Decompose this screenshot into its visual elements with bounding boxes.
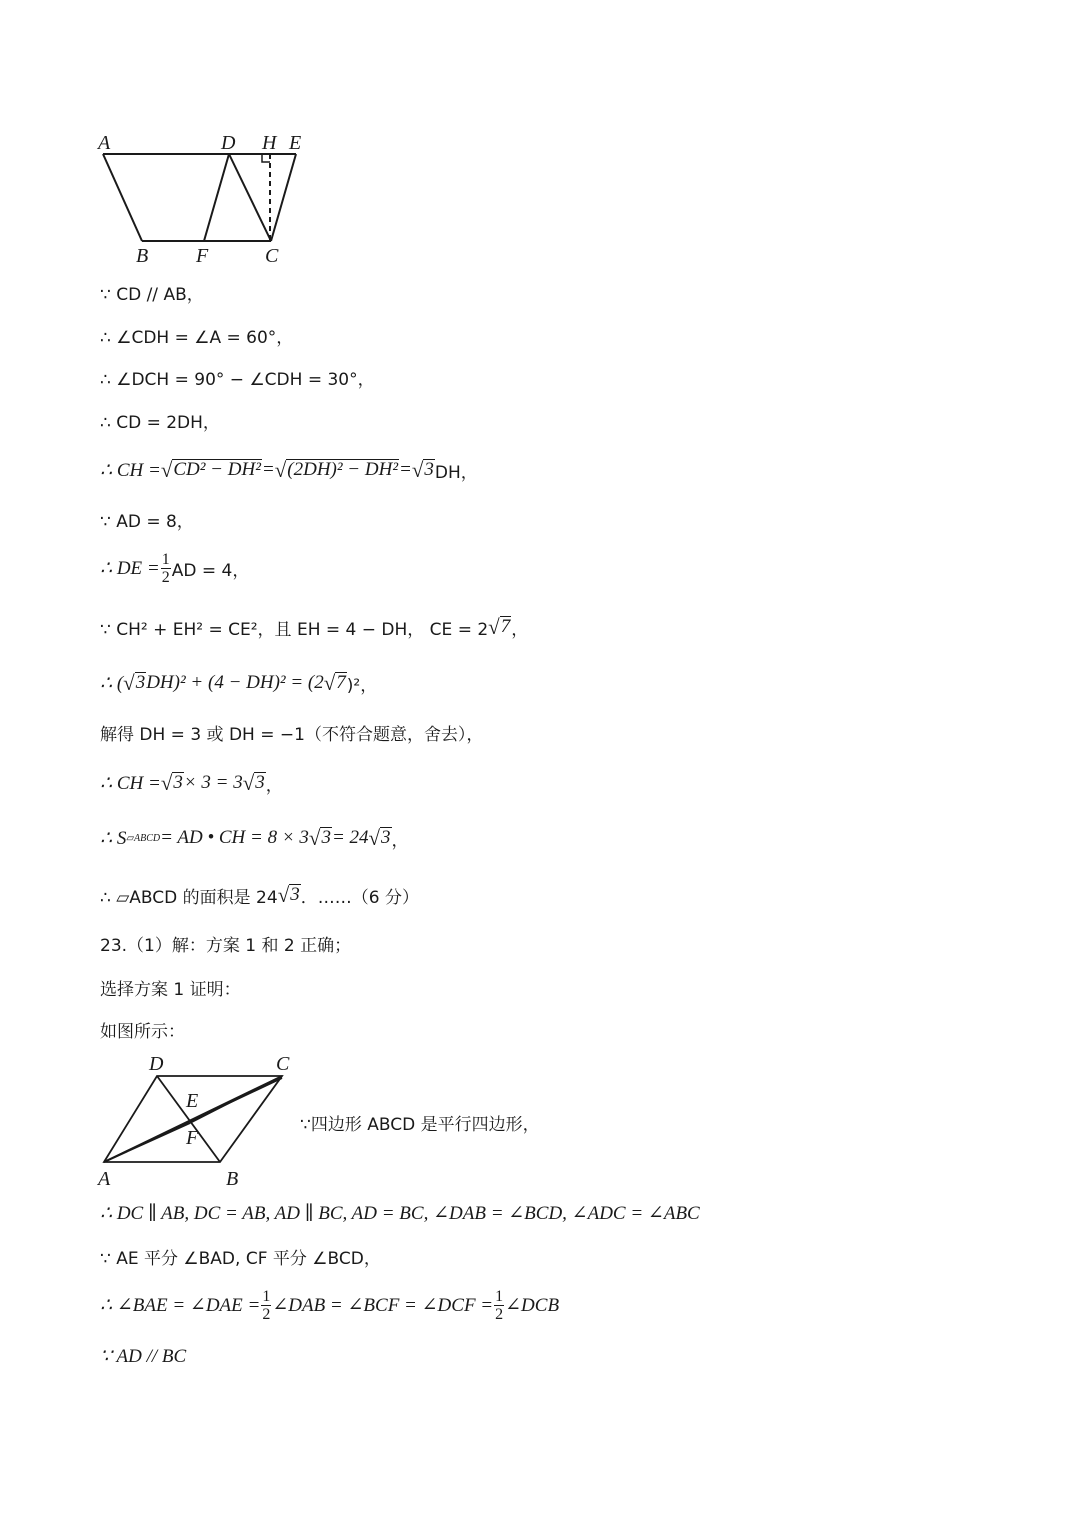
- radical-sign-icon: √: [160, 457, 173, 482]
- square-root: [161, 459, 262, 481]
- math-text: = 24: [331, 827, 369, 848]
- math-text: =: [261, 459, 275, 480]
- numerator: 1: [495, 1287, 504, 1305]
- numerator: 1: [262, 1287, 271, 1305]
- square-root: [369, 827, 392, 849]
- figure-side-text: ∵四边形 ABCD 是平行四边形，: [300, 1114, 540, 1135]
- math-text: =: [399, 459, 412, 480]
- math-text: DH，: [434, 462, 478, 483]
- label-B: B: [226, 1168, 239, 1190]
- label-D: D: [221, 132, 236, 154]
- square-root: [275, 459, 399, 481]
- solution-line: [100, 1193, 700, 1233]
- solution-line: [100, 548, 249, 588]
- radical-sign-icon: √: [160, 770, 173, 795]
- label-E: E: [289, 132, 302, 154]
- solution-line: [100, 663, 377, 703]
- radicand: 3: [135, 672, 146, 694]
- label-D: D: [149, 1053, 164, 1075]
- square-root: [123, 672, 146, 694]
- parallelogram-figure: [0, 1040, 320, 1190]
- math-text: ∴ ∠CDH = ∠A = 60°，: [100, 327, 294, 348]
- radicand: 3: [173, 772, 183, 794]
- math-text: ∴ CH =: [100, 459, 161, 481]
- math-text: ∠DCB: [505, 1294, 560, 1316]
- radical-sign-icon: √: [242, 770, 255, 795]
- radical-sign-icon: √: [308, 825, 321, 850]
- solution-line: [100, 450, 478, 490]
- solution-line: [100, 499, 194, 539]
- solution-line: [100, 967, 241, 1007]
- radical-sign-icon: √: [274, 457, 287, 482]
- math-text: ∴ (: [100, 672, 124, 694]
- math-text: ∵ CH² + EH² = CE²，且 EH = 4 − DH， CE = 2: [100, 619, 489, 640]
- solution-line: [100, 357, 375, 397]
- denominator: 2: [262, 1305, 271, 1323]
- math-text: ∵ AE 平分 ∠BAD, CF 平分 ∠BCD，: [100, 1248, 381, 1269]
- radical-sign-icon: √: [411, 457, 424, 482]
- math-text: 选择方案 1 证明：: [100, 979, 241, 1000]
- math-text: ∴ ▱ABCD 的面积是 24: [100, 887, 278, 908]
- radicand: 7: [500, 616, 511, 638]
- square-root: [278, 884, 301, 906]
- radicand: 3: [321, 827, 331, 849]
- math-text: 如图所示：: [100, 1021, 185, 1042]
- solution-line: [100, 875, 419, 915]
- solution-line: [100, 607, 528, 647]
- solution-line: [100, 1236, 381, 1276]
- math-text: ，: [511, 619, 529, 640]
- math-text: ∵ AD = 8，: [100, 511, 194, 532]
- fraction: [161, 551, 171, 586]
- math-text: ∴ CD = 2DH，: [100, 412, 220, 433]
- label-H: H: [262, 132, 277, 154]
- solution-line: [100, 1285, 559, 1325]
- square-root: [324, 672, 347, 694]
- trapezoid-figure: [0, 0, 400, 280]
- solution-line: [100, 818, 409, 858]
- solution-line: [100, 315, 293, 355]
- math-text: ∴ S: [100, 827, 127, 849]
- math-text: ∴ ∠BAE = ∠DAE =: [100, 1294, 261, 1316]
- square-root: [309, 827, 332, 849]
- fraction: [494, 1288, 504, 1323]
- solution-line: [100, 400, 220, 440]
- math-text: ，: [391, 830, 409, 851]
- denominator: 2: [161, 568, 170, 586]
- radicand: 3: [290, 884, 300, 906]
- solution-line: [100, 763, 283, 803]
- math-text: 23.（1）解：方案 1 和 2 正确；: [100, 935, 352, 956]
- radical-sign-icon: √: [368, 825, 381, 850]
- radical-sign-icon: √: [488, 614, 500, 639]
- solution-line: [100, 923, 351, 963]
- math-text: ，: [265, 775, 283, 796]
- square-root: [488, 616, 511, 638]
- math-text: ∴ DE =: [100, 557, 160, 579]
- label-A: A: [98, 132, 111, 154]
- label-C: C: [276, 1053, 290, 1075]
- radicand: 3: [255, 772, 265, 794]
- subscript: ▱ABCD: [126, 832, 161, 844]
- solution-line: [100, 1336, 186, 1376]
- radical-sign-icon: √: [277, 882, 290, 907]
- label-C: C: [265, 245, 279, 267]
- math-text: )²，: [346, 675, 378, 696]
- square-root: [412, 459, 435, 481]
- radical-sign-icon: √: [323, 670, 336, 695]
- math-text: 解得 DH = 3 或 DH = −1（不符合题意，舍去），: [100, 724, 484, 745]
- radicand: 3: [424, 459, 434, 481]
- label-F: F: [196, 245, 209, 267]
- math-text: ∴ ∠DCH = 90° − ∠CDH = 30°，: [100, 369, 375, 390]
- math-text: ．……（6 分）: [300, 887, 419, 908]
- square-root: [161, 772, 184, 794]
- fraction: [261, 1288, 271, 1323]
- label-F: F: [186, 1127, 199, 1149]
- label-E: E: [186, 1090, 199, 1112]
- solution-line: [100, 272, 204, 312]
- math-text: ∵ AD // BC: [100, 1345, 187, 1367]
- numerator: 1: [161, 550, 170, 568]
- radicand: 3: [381, 827, 391, 849]
- label-B: B: [136, 245, 149, 267]
- math-text: ∠DAB = ∠BCF = ∠DCF =: [272, 1294, 494, 1316]
- radical-sign-icon: √: [123, 670, 135, 695]
- square-root: [243, 772, 266, 794]
- math-text: DH)² + (4 − DH)² = (2: [146, 672, 324, 693]
- math-text: × 3 = 3: [183, 772, 243, 793]
- math-text: AD = 4，: [171, 560, 250, 581]
- radicand: 7: [336, 672, 346, 694]
- math-text: ∴ DC ∥ AB, DC = AB, AD ∥ BC, AD = BC, ∠DAB = ∠BCD, ∠ADC = ∠ABC: [100, 1202, 700, 1224]
- math-text: = AD • CH = 8 × 3: [160, 827, 309, 848]
- solution-line: [100, 1009, 185, 1049]
- label-A: A: [98, 1168, 111, 1190]
- math-text: ∴ CH =: [100, 772, 161, 794]
- solution-line: [100, 712, 483, 752]
- denominator: 2: [495, 1305, 504, 1323]
- radicand: CD² − DH²: [173, 459, 261, 481]
- radicand: (2DH)² − DH²: [287, 459, 399, 481]
- math-text: ∵ CD // AB，: [100, 284, 204, 305]
